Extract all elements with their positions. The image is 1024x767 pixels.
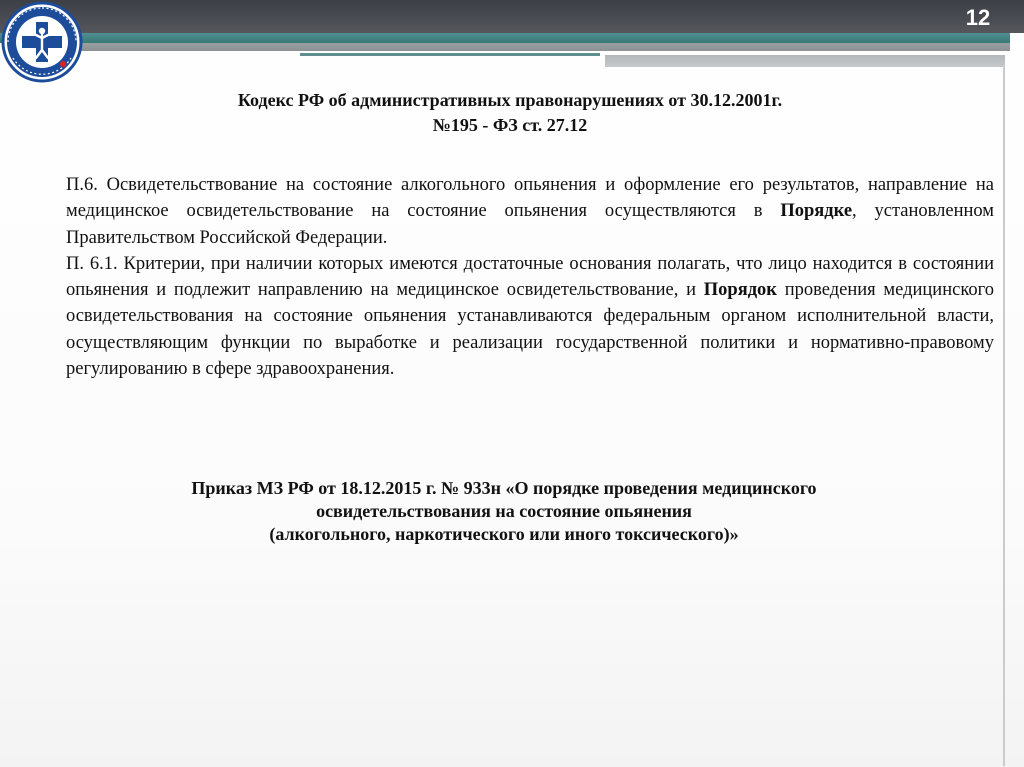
slide-title <box>130 88 890 138</box>
header-stripe-thin <box>300 53 600 56</box>
title-line-2: №195 - ФЗ ст. 27.12 <box>432 115 588 135</box>
order-line-1: Приказ МЗ РФ от 18.12.2015 г. № 933н «О порядке проведения медицинского <box>191 478 817 498</box>
header-bar <box>0 0 1024 33</box>
paragraph-6-text: П.6. Освидетельствование на состояние алкогольного опьянения и оформление его результатов, направление на медицинское освидетельствование на состояние опьянения осуществляются в <box>66 175 994 222</box>
title-line-1: Кодекс РФ об административных правонарушениях от 30.12.2001г. <box>237 90 783 110</box>
order-line-3: (алкогольного, наркотического или иного токсического)» <box>269 524 739 544</box>
paragraph-6-bold-term: Порядке <box>780 201 853 222</box>
dispensary-logo <box>0 0 84 84</box>
header-stripe-teal <box>0 33 1010 43</box>
header-stripe-light <box>605 55 1005 67</box>
header-stripe-gray <box>70 43 1010 51</box>
paragraph-6-1-text-end: проведения медицинского освидетельствования на состояние опьянения устанавливаются федеральным органом исполнительной власти, осуществляющим функции по выработке и реализации государственной политики и нормативно-правовому регулированию в сфере здравоохранения. <box>66 280 994 380</box>
paragraph-6 <box>66 172 994 251</box>
paragraph-6-text-end: , установленном Правительством Российской Федерации. <box>66 201 994 248</box>
law-text <box>66 172 994 382</box>
slide-number: 12 <box>965 5 991 30</box>
order-line-2: освидетельствования на состояние опьянения <box>316 501 692 521</box>
right-border-line <box>1003 66 1005 766</box>
ministry-order <box>90 477 918 546</box>
paragraph-6-1-bold-term: Порядок <box>703 280 777 301</box>
paragraph-6-1-text: П. 6.1. Критерии, при наличии которых имеются достаточные основания полагать, что лицо находится в состоянии опьянения и подлежит направлению на медицинское освидетельствование, и <box>66 253 994 301</box>
paragraph-6-1 <box>66 251 994 382</box>
